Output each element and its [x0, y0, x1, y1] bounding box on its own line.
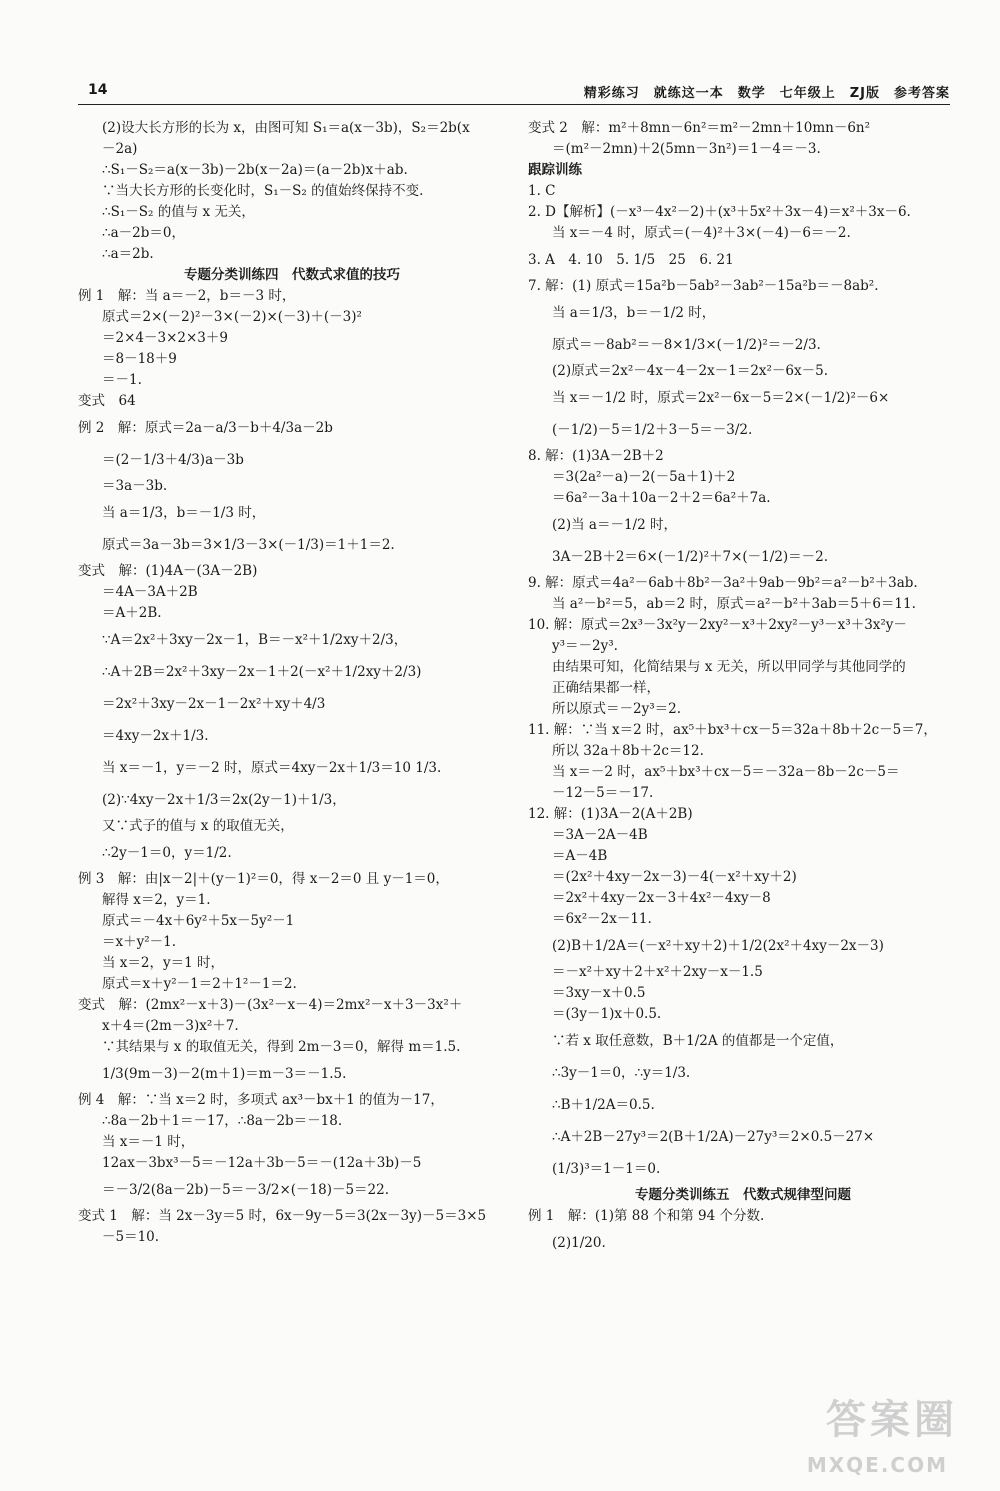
- right-column-line: (2)原式＝2x²－4x－4－2x－1＝2x²－6x－5.: [552, 363, 829, 379]
- left-column-line: 当 a＝1/3，b＝－1/3 时，: [102, 505, 266, 521]
- right-column-line: 3. A 4. 10 5. 1/5 25 6. 21: [528, 252, 734, 268]
- left-column-line: ∴a＝2b.: [102, 246, 154, 262]
- left-column-line: －5＝10.: [102, 1229, 160, 1245]
- right-column-line: (－1/2)－5＝1/2＋3－5＝－3/2.: [552, 422, 753, 438]
- left-column-line: ＝(2－1/3＋4/3)a－3b: [102, 452, 244, 468]
- left-column-line: 例 2 解：原式＝2a－a/3－b＋4/3a－2b: [78, 420, 333, 436]
- left-column-line: (2)∵4xy－2x＋1/3＝2x(2y－1)＋1/3，: [102, 792, 346, 808]
- left-column-line: x＋4＝(2m－3)x²＋7.: [102, 1018, 239, 1034]
- left-column-line: 变式 解：(1)4A－(3A－2B): [78, 563, 258, 579]
- left-column-line: ∵A＝2x²＋3xy－2x－1，B＝－x²＋1/2xy＋2/3，: [102, 632, 408, 648]
- right-column-line: ∴B＋1/2A＝0.5.: [552, 1097, 655, 1113]
- right-column-line: －12－5＝－17.: [552, 785, 654, 801]
- left-column-line: 原式＝3a－3b＝3×1/3－3×(－1/3)＝1＋1＝2.: [102, 537, 395, 553]
- right-column-line: 所以 32a＋8b＋2c＝12.: [552, 743, 704, 759]
- right-column-line: 当 x＝－1/2 时，原式＝2x²－6x－5＝2×(－1/2)²－6×: [552, 390, 890, 406]
- left-column-line: 专题分类训练四 代数式求值的技巧: [184, 267, 400, 283]
- left-column-line: 1/3(9m－3)－2(m＋1)＝m－3＝－1.5.: [102, 1066, 347, 1082]
- right-column-line: ＝(2x²＋4xy－2x－3)－4(－x²＋xy＋2): [552, 869, 797, 885]
- left-column-line: 当 x＝－1 时，: [102, 1134, 195, 1150]
- page-header: [78, 78, 950, 104]
- left-column-line: 12ax－3bx³－5＝－12a＋3b－5＝－(12a＋3b)－5: [102, 1155, 422, 1171]
- left-column-line: 例 3 解：由|x－2|＋(y－1)²＝0，得 x－2＝0 且 y－1＝0，: [78, 871, 449, 887]
- right-column-line: 12. 解：(1)3A－2(A＋2B): [528, 806, 693, 822]
- right-column-line: 由结果可知，化简结果与 x 无关，所以甲同学与其他同学的: [552, 659, 906, 675]
- right-column-line: 3A－2B＋2＝6×(－1/2)²＋7×(－1/2)＝－2.: [552, 549, 829, 565]
- right-column-line: 1. C: [528, 183, 556, 199]
- left-column-line: 原式＝－4x＋6y²＋5x－5y²－1: [102, 913, 295, 929]
- right-column-line: ＝6a²－3a＋10a－2＋2＝6a²＋7a.: [552, 490, 771, 506]
- left-column-line: 当 x＝2，y＝1 时，: [102, 955, 225, 971]
- right-column-line: ＝(3y－1)x＋0.5.: [552, 1006, 662, 1022]
- left-column-line: ∴a－2b＝0，: [102, 225, 185, 241]
- right-column-line: 当 a²－b²＝5，ab＝2 时，原式＝a²－b²＋3ab＝5＋6＝11.: [552, 596, 916, 612]
- right-column-line: ＝3(2a²－a)－2(－5a＋1)＋2: [552, 469, 736, 485]
- right-column-line: 正确结果都一样，: [552, 680, 660, 696]
- right-column-line: 所以原式＝－2y³＝2.: [552, 701, 682, 717]
- left-column: [78, 118, 506, 1248]
- left-column-line: ∴2y－1＝0，y＝1/2.: [102, 845, 232, 861]
- left-column-line: ∴8a－2b＋1＝－17，∴8a－2b＝－18.: [102, 1113, 343, 1129]
- right-column-line: 当 x＝－2 时，ax⁵＋bx³＋cx－5＝－32a－8b－2c－5＝: [552, 764, 900, 780]
- left-column-line: ∵当大长方形的长变化时，S₁－S₂ 的值始终保持不变.: [102, 183, 424, 199]
- left-column-line: 当 x＝－1，y＝－2 时，原式＝4xy－2x＋1/3＝10 1/3.: [102, 760, 442, 776]
- left-column-line: －2a): [102, 141, 138, 157]
- watermark-logo-text: 答案圈: [826, 1397, 958, 1443]
- left-column-line: ∴S₁－S₂＝a(x－3b)－2b(x－2a)＝(a－2b)x＋ab.: [102, 162, 408, 178]
- right-column-line: 跟踪训练: [528, 162, 582, 178]
- left-column-line: 原式＝2×(－2)²－3×(－2)×(－3)＋(－3)²: [102, 309, 362, 325]
- right-column-line: (2)当 a＝－1/2 时，: [552, 517, 677, 533]
- right-column-line: 原式＝－8ab²＝－8×1/3×(－1/2)²＝－2/3.: [552, 337, 821, 353]
- running-title: 精彩练习 就练这一本 数学 七年级上 ZJ版 参考答案: [583, 86, 950, 101]
- left-column-line: ∵其结果与 x 的取值无关，得到 2m－3＝0，解得 m＝1.5.: [102, 1039, 461, 1055]
- left-column-line: ＝8－18＋9: [102, 351, 177, 367]
- right-column-line: ＝(m²－2mn)＋2(5mn－3n²)＝1－4＝－3.: [552, 141, 821, 157]
- right-column-line: 当 x＝－4 时，原式＝(－4)²＋3×(－4)－6＝－2.: [552, 225, 851, 241]
- right-column-line: 9. 解：原式＝4a²－6ab＋8b²－3a²＋9ab－9b²＝a²－b²＋3ab.: [528, 575, 918, 591]
- left-column-line: 变式 1 解：当 2x－3y＝5 时，6x－9y－5＝3(2x－3y)－5＝3×5: [78, 1208, 487, 1224]
- left-column-line: ＝4A－3A＋2B: [102, 584, 198, 600]
- page-number: 14: [88, 82, 108, 98]
- right-column-line: 2. D【解析】(－x³－4x²－2)＋(x³＋5x²＋3x－4)＝x²＋3x－6.: [528, 204, 911, 220]
- right-column-line: 例 1 解：(1)第 88 个和第 94 个分数.: [528, 1208, 765, 1224]
- left-column-line: ＝A＋2B.: [102, 605, 162, 621]
- left-column-line: ＝2x²＋3xy－2x－1－2x²＋xy＋4/3: [102, 696, 326, 712]
- left-column-line: (2)设大长方形的长为 x，由图可知 S₁＝a(x－3b)，S₂＝2b(x: [102, 120, 470, 136]
- right-column: [528, 118, 958, 1259]
- right-column-line: 10. 解：原式＝2x³－3x²y－2xy²－x³＋2xy²－y³－x³＋3x²y－: [528, 617, 907, 633]
- right-column-line: 8. 解：(1)3A－2B＋2: [528, 448, 664, 464]
- right-column-line: ＝－x²＋xy＋2＋x²＋2xy－x－1.5: [552, 964, 763, 980]
- right-column-line: ＝A－4B: [552, 848, 608, 864]
- right-column-line: 变式 2 解：m²＋8mn－6n²＝m²－2mn＋10mn－6n²: [528, 120, 871, 136]
- right-column-line: ∴A＋2B－27y³＝2(B＋1/2A)－27y³＝2×0.5－27×: [552, 1129, 875, 1145]
- left-column-line: ＝4xy－2x＋1/3.: [102, 728, 209, 744]
- left-column-line: ∴A＋2B＝2x²＋3xy－2x－1＋2(－x²＋1/2xy＋2/3): [102, 664, 422, 680]
- left-column-line: ＝－3/2(8a－2b)－5＝－3/2×(－18)－5＝22.: [102, 1182, 390, 1198]
- left-column-line: 例 1 解：当 a＝－2，b＝－3 时，: [78, 288, 296, 304]
- left-column-line: 变式 解：(2mx²－x＋3)－(3x²－x－4)＝2mx²－x＋3－3x²＋: [78, 997, 463, 1013]
- right-column-line: ＝3A－2A－4B: [552, 827, 648, 843]
- right-column-line: 11. 解：∵当 x＝2 时，ax⁵＋bx³＋cx－5＝32a＋8b＋2c－5＝7，: [528, 722, 937, 738]
- right-column-line: 7. 解：(1) 原式＝15a²b－5ab²－3ab²－15a²b＝－8ab².: [528, 278, 879, 294]
- right-column-line: ＝6x²－2x－11.: [552, 911, 652, 927]
- left-column-line: ＝－1.: [102, 372, 142, 388]
- right-column-line: y³＝－2y³.: [552, 638, 618, 654]
- right-column-line: ＝2x²＋4xy－2x－3＋4x²－4xy－8: [552, 890, 771, 906]
- watermark-url: MXQE.COM: [806, 1453, 948, 1477]
- right-column-line: (1/3)³＝1－1＝0.: [552, 1161, 661, 1177]
- left-column-line: 例 4 解：∵当 x＝2 时，多项式 ax³－bx＋1 的值为－17，: [78, 1092, 444, 1108]
- right-column-line: (2)B＋1/2A＝(－x²＋xy＋2)＋1/2(2x²＋4xy－2x－3): [552, 938, 884, 954]
- left-column-line: 解得 x＝2，y＝1.: [102, 892, 211, 908]
- left-column-line: 又∵式子的值与 x 的取值无关，: [102, 818, 294, 834]
- right-column-line: 专题分类训练五 代数式规律型问题: [635, 1187, 851, 1203]
- left-column-line: ＝x＋y²－1.: [102, 934, 177, 950]
- right-column-line: 当 a＝1/3，b＝－1/2 时，: [552, 305, 716, 321]
- right-column-line: ＝3xy－x＋0.5: [552, 985, 646, 1001]
- right-column-line: (2)1/20.: [552, 1235, 606, 1251]
- header-rule: [78, 104, 950, 105]
- left-column-line: ＝2×4－3×2×3＋9: [102, 330, 228, 346]
- right-column-line: ∴3y－1＝0，∴y＝1/3.: [552, 1065, 691, 1081]
- left-column-line: 变式 64: [78, 393, 136, 409]
- right-column-line: ∵若 x 取任意数，B＋1/2A 的值都是一个定值，: [552, 1033, 844, 1049]
- left-column-line: 原式＝x＋y²－1＝2＋1²－1＝2.: [102, 976, 297, 992]
- left-column-line: ∴S₁－S₂ 的值与 x 无关，: [102, 204, 255, 220]
- left-column-line: ＝3a－3b.: [102, 478, 168, 494]
